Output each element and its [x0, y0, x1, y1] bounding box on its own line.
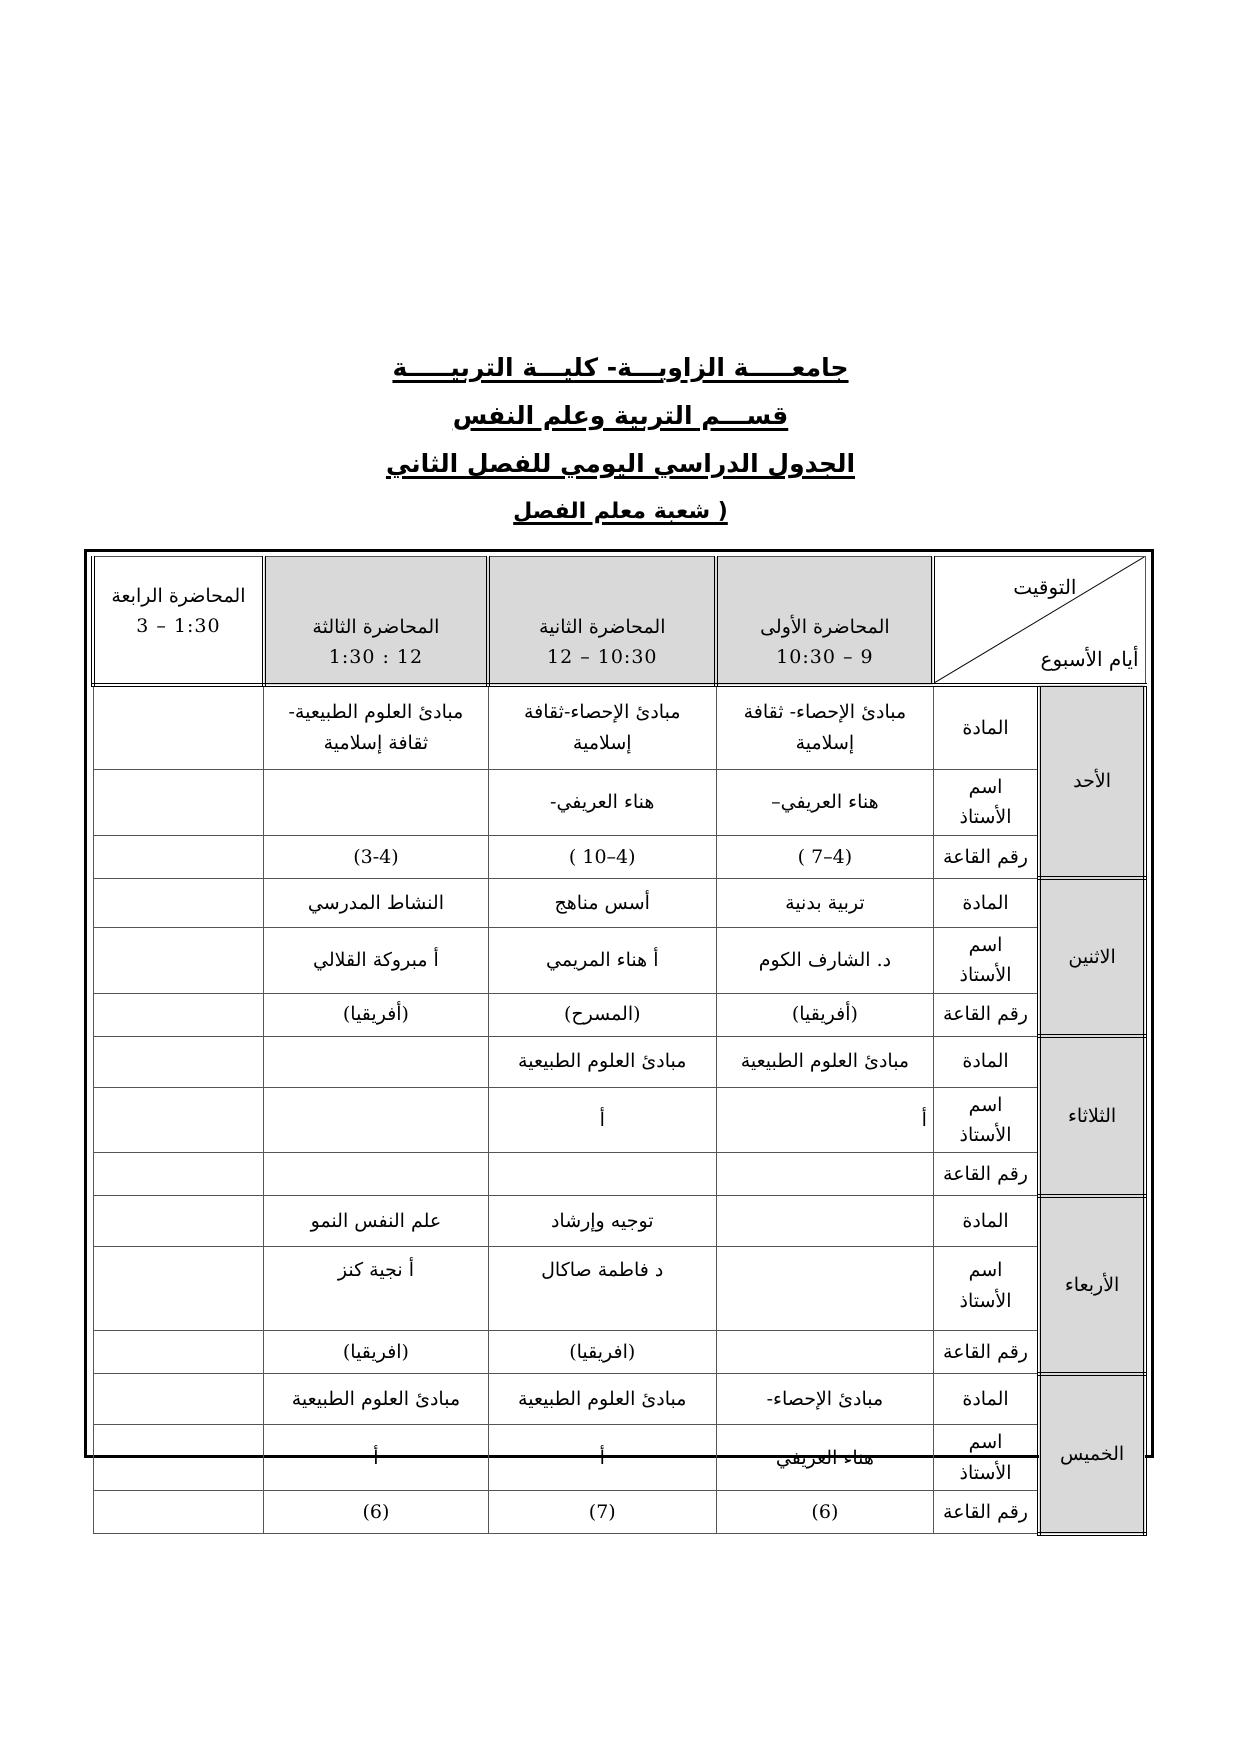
department-title: قســـم التربية وعلم النفس — [452, 401, 789, 430]
schedule-cell: مبادئ الإحصاء- ثقافة إسلامية — [716, 685, 933, 770]
schedule-cell: أسس مناهج — [488, 878, 716, 927]
table-row — [93, 770, 1145, 836]
schedule-cell: مبادئ الإحصاء- — [716, 1374, 933, 1425]
schedule-cell: مبادئ العلوم الطبيعية- ثقافة إسلامية — [264, 685, 488, 770]
schedule-table-frame — [84, 549, 1154, 1523]
schedule-cell — [93, 1374, 264, 1425]
schedule-cell: مبادئ الإحصاء-ثقافة إسلامية — [488, 685, 716, 770]
schedule-cell: توجيه وإرشاد — [488, 1196, 716, 1247]
day-cell-sunday: الأحد — [1039, 685, 1145, 879]
row-label-teacher: اسم الأستاذ — [933, 1425, 1039, 1491]
table-row — [93, 1036, 1145, 1087]
row-label-room: رقم القاعة — [933, 1153, 1039, 1196]
schedule-cell: (افريقيا) — [488, 1331, 716, 1374]
corner-time-label: التوقيت — [1013, 575, 1077, 599]
table-row — [93, 1425, 1145, 1491]
schedule-cell: تربية بدنية — [716, 878, 933, 927]
schedule-cell: أ مبروكة القلالي — [264, 927, 488, 993]
schedule-cell — [93, 1153, 264, 1196]
schedule-cell — [93, 927, 264, 993]
table-row — [93, 1247, 1145, 1331]
corner-days-label: أيام الأسبوع — [1040, 646, 1139, 671]
schedule-cell — [93, 835, 264, 878]
schedule-cell: هناء العريفي — [716, 1425, 933, 1491]
table-row — [93, 835, 1145, 878]
day-cell-tuesday: الثلاثاء — [1039, 1036, 1145, 1196]
schedule-cell — [264, 1036, 488, 1087]
table-row — [93, 1153, 1145, 1196]
schedule-cell — [93, 1331, 264, 1374]
table-row — [93, 1374, 1145, 1425]
row-label-teacher: اسم الأستاذ — [933, 1087, 1039, 1153]
table-row — [93, 927, 1145, 993]
row-label-subject: المادة — [933, 1374, 1039, 1425]
header-row — [93, 557, 1145, 685]
period-time: 1:30 : 12 — [328, 646, 424, 669]
schedule-cell — [716, 1331, 933, 1374]
table-row — [93, 1087, 1145, 1153]
university-title: جامعـــــة الزاويـــة- كليـــة التربيـــــة — [392, 353, 849, 382]
schedule-cell — [264, 1087, 488, 1153]
schedule-cell: أ — [264, 1425, 488, 1491]
schedule-cell: (6) — [716, 1491, 933, 1534]
row-label-room: رقم القاعة — [933, 1331, 1039, 1374]
schedule-cell: (6) — [264, 1491, 488, 1534]
row-label-teacher: اسم الأستاذ — [933, 1247, 1039, 1331]
section-title: ( شعبة معلم الفصل — [513, 499, 728, 524]
row-label-teacher: اسم الأستاذ — [933, 927, 1039, 993]
schedule-cell — [93, 1196, 264, 1247]
schedule-cell: أ — [488, 1087, 716, 1153]
schedule-cell — [716, 1196, 933, 1247]
schedule-cell — [93, 1036, 264, 1087]
schedule-cell — [488, 1153, 716, 1196]
table-row — [93, 1331, 1145, 1374]
schedule-cell — [93, 685, 264, 770]
schedule-cell — [93, 878, 264, 927]
corner-cell — [933, 557, 1145, 685]
schedule-cell — [93, 993, 264, 1036]
schedule-cell: أ نجية كنز — [264, 1247, 488, 1331]
schedule-cell — [93, 1491, 264, 1534]
schedule-cell: ( 10–4) — [488, 835, 716, 878]
schedule-cell: د فاطمة صاكال — [488, 1247, 716, 1331]
row-label-subject: المادة — [933, 878, 1039, 927]
schedule-cell: هناء العريفي- — [488, 770, 716, 836]
schedule-cell: (أفريقيا) — [716, 993, 933, 1036]
schedule-cell: د. الشارف الكوم — [716, 927, 933, 993]
day-cell-thursday: الخميس — [1039, 1374, 1145, 1534]
schedule-cell: مبادئ العلوم الطبيعية — [488, 1374, 716, 1425]
table-row — [93, 993, 1145, 1036]
schedule-cell: هناء العريفي– — [716, 770, 933, 836]
schedule-cell: أ — [716, 1087, 933, 1153]
schedule-title: الجدول الدراسي اليومي للفصل الثاني — [385, 449, 856, 478]
period-time: 3 – 1:30 — [136, 615, 221, 638]
schedule-cell — [264, 1153, 488, 1196]
period-header-1 — [716, 557, 933, 685]
schedule-cell — [93, 1087, 264, 1153]
schedule-cell: النشاط المدرسي — [264, 878, 488, 927]
period-name: المحاضرة الأولى — [760, 615, 890, 638]
schedule-cell: أ هناء المريمي — [488, 927, 716, 993]
row-label-subject: المادة — [933, 685, 1039, 770]
schedule-cell: مبادئ العلوم الطبيعية — [264, 1374, 488, 1425]
schedule-cell: أ — [488, 1425, 716, 1491]
row-label-room: رقم القاعة — [933, 1491, 1039, 1534]
schedule-cell: (المسرح) — [488, 993, 716, 1036]
period-name: المحاضرة الرابعة — [111, 585, 246, 607]
table-row — [93, 878, 1145, 927]
table-row — [93, 1491, 1145, 1534]
row-label-subject: المادة — [933, 1036, 1039, 1087]
schedule-cell — [264, 770, 488, 836]
row-label-subject: المادة — [933, 1196, 1039, 1247]
document-titles — [0, 344, 1241, 536]
day-cell-monday: الاثنين — [1039, 878, 1145, 1036]
row-label-room: رقم القاعة — [933, 835, 1039, 878]
schedule-cell: (افريقيا) — [264, 1331, 488, 1374]
schedule-table — [91, 556, 1147, 1536]
schedule-cell — [93, 770, 264, 836]
table-row — [93, 685, 1145, 770]
period-time: 10:30 – 9 — [776, 646, 874, 669]
period-time: 12 – 10:30 — [546, 646, 658, 669]
schedule-cell: علم النفس النمو — [264, 1196, 488, 1247]
period-header-4 — [93, 557, 264, 685]
period-name: المحاضرة الثالثة — [312, 615, 440, 638]
schedule-cell — [93, 1247, 264, 1331]
schedule-cell: (أفريقيا) — [264, 993, 488, 1036]
table-row — [93, 1196, 1145, 1247]
period-name: المحاضرة الثانية — [538, 615, 666, 638]
schedule-cell — [93, 1425, 264, 1491]
schedule-cell: (7) — [488, 1491, 716, 1534]
schedule-cell: مبادئ العلوم الطبيعية — [716, 1036, 933, 1087]
period-header-2 — [488, 557, 716, 685]
schedule-cell — [716, 1153, 933, 1196]
row-label-teacher: اسم الأستاذ — [933, 770, 1039, 836]
schedule-cell: (3-4) — [264, 835, 488, 878]
period-header-3 — [264, 557, 488, 685]
schedule-cell: مبادئ العلوم الطبيعية — [488, 1036, 716, 1087]
schedule-cell — [716, 1247, 933, 1331]
schedule-cell: ( 7–4) — [716, 835, 933, 878]
row-label-room: رقم القاعة — [933, 993, 1039, 1036]
day-cell-wednesday: الأربعاء — [1039, 1196, 1145, 1374]
